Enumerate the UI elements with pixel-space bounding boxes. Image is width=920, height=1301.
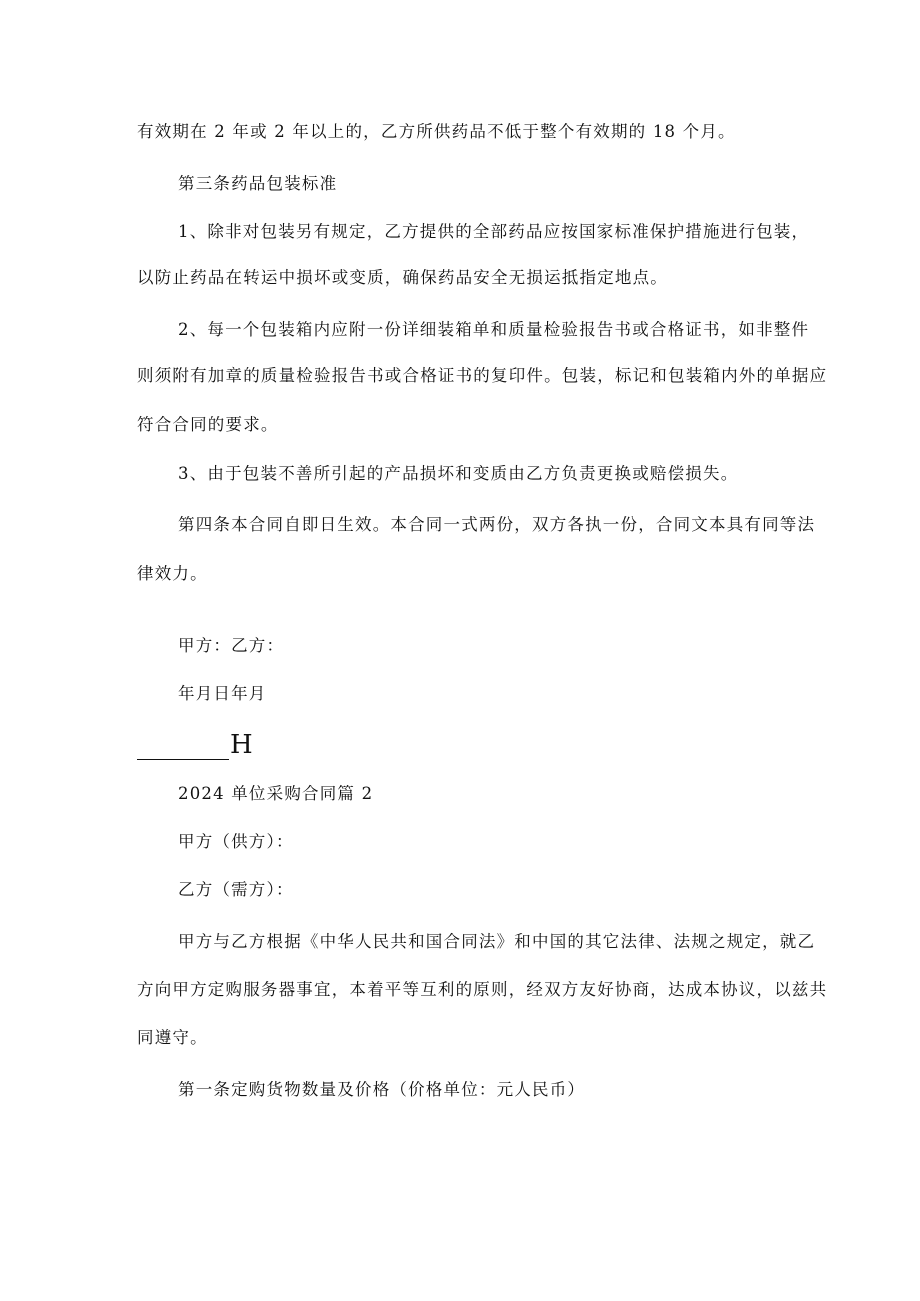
parties-signature: 甲方：乙方： (178, 636, 285, 655)
preamble-line2: 方向甲方定购服务器事宜，本着平等互利的原则，经双方友好协商，达成本协议，以兹共 (137, 980, 828, 999)
preamble-line1: 甲方与乙方根据《中华人民共和国合同法》和中国的其它法律、法规之规定，就乙 (178, 932, 816, 951)
item2-line3: 符合合同的要求。 (137, 415, 279, 434)
item1-line1: 1、除非对包装另有规定，乙方提供的全部药品应按国家标准保护措施进行包装， (178, 222, 810, 241)
article3-title: 第三条药品包装标准 (178, 174, 338, 193)
paragraph-expiry: 有效期在 2 年或 2 年以上的，乙方所供药品不低于整个有效期的 18 个月。 (137, 122, 736, 141)
item2-line1: 2、每一个包装箱内应附一份详细装箱单和质量检验报告书或合格证书，如非整件 (178, 320, 810, 339)
article4-line2: 律效力。 (137, 564, 208, 583)
signature-block (137, 730, 253, 764)
article1-title: 第一条定购货物数量及价格（价格单位：元人民币） (178, 1080, 586, 1099)
item1-line2: 以防止药品在转运中损坏或变质，确保药品安全无损运抵指定地点。 (137, 268, 668, 287)
preamble-line3: 同遵守。 (137, 1028, 208, 1047)
article4-line1: 第四条本合同自即日生效。本合同一式两份，双方各执一份，合同文本具有同等法 (178, 515, 816, 534)
signature-mark: H (230, 730, 253, 760)
item3-line1: 3、由于包装不善所引起的产品损坏和变质由乙方负责更换或赔偿损失。 (178, 464, 739, 483)
contract2-title: 2024 单位采购合同篇 2 (178, 784, 374, 803)
date-line: 年月日年月 (178, 684, 267, 703)
party-a-label: 甲方（供方）： (178, 832, 294, 851)
item2-line2: 则须附有加章的质量检验报告书或合格证书的复印件。包装，标记和包装箱内外的单据应 (137, 366, 828, 385)
signature-blank-line (137, 730, 229, 760)
party-b-label: 乙方（需方）： (178, 880, 294, 899)
